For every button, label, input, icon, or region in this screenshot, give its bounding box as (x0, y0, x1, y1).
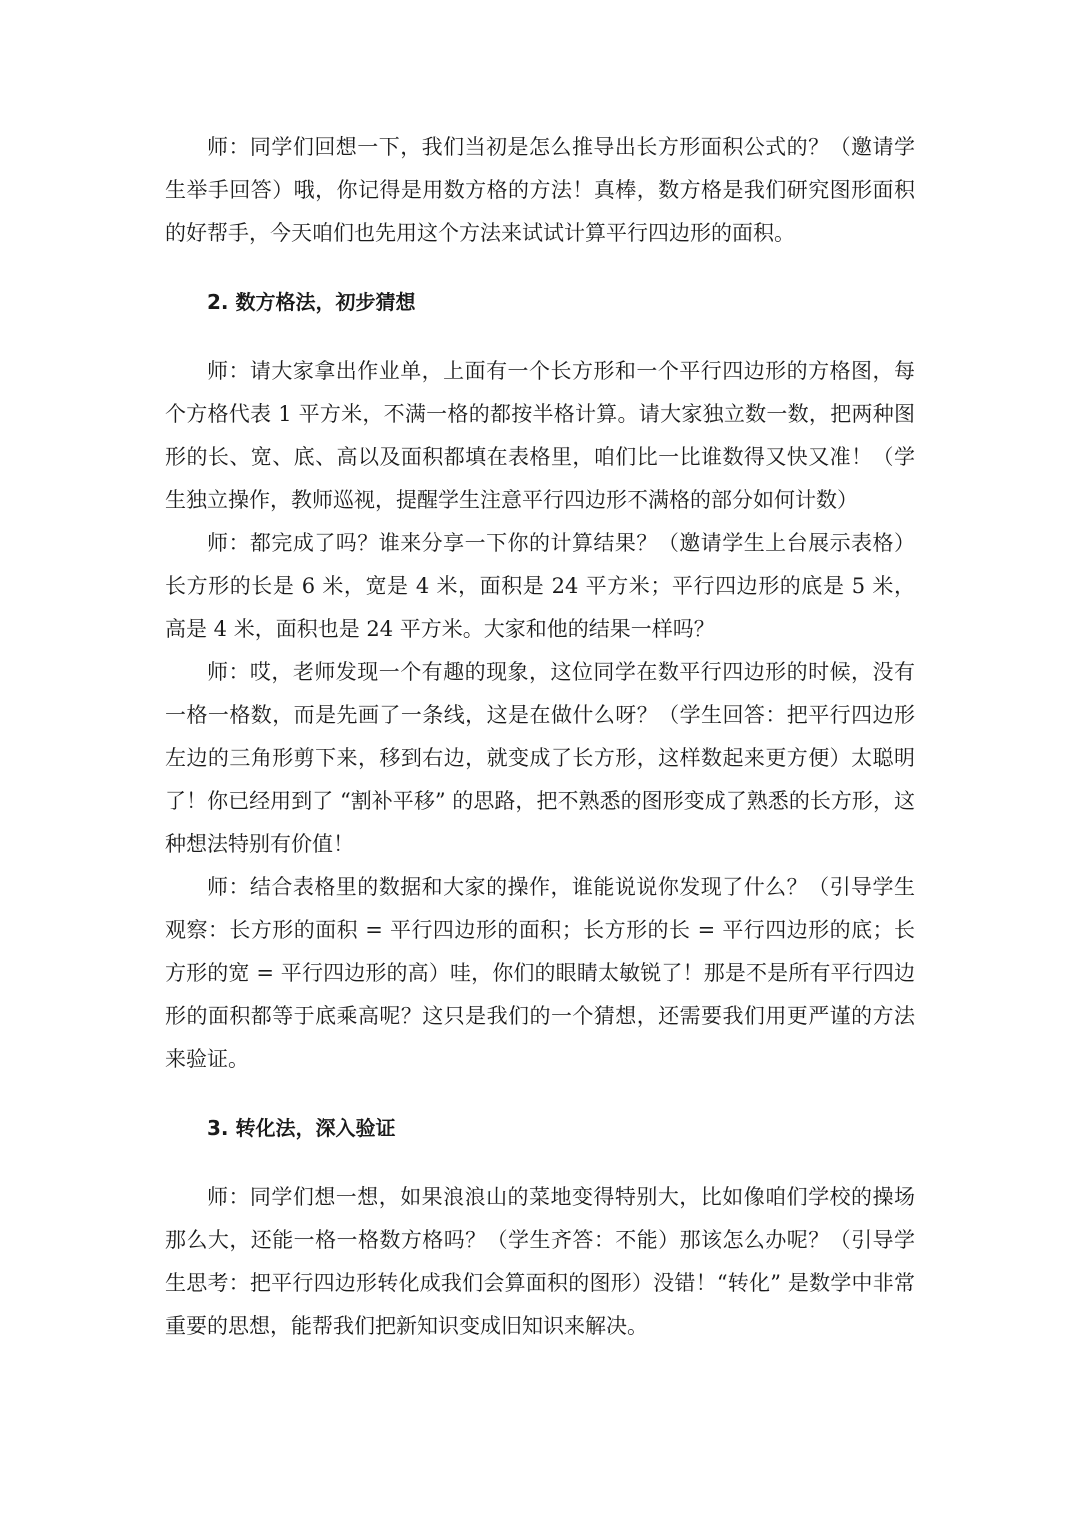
intro-paragraph: 师：同学们回想一下，我们当初是怎么推导出长方形面积公式的？（邀请学生举手回答）哦，你记得是用数方格的方法！真棒，数方格是我们研究图形面积的好帮手，今天咱们也先用这个方法来试试计算平行四边形的面积。 (165, 135, 915, 245)
section-2-paragraph-4: 师：结合表格里的数据和大家的操作，谁能说说你发现了什么？（引导学生观察：长方形的面积 = 平行四边形的面积；长方形的长 = 平行四边形的底；长方形的宽 = 平行四边形的高）哇，你们的眼睛太敏锐了！那是不是所有平行四边形的面积都等于底乘高呢？这只是我们的一个猜想，还需要我们用更严谨的方法来验证。 (165, 875, 915, 1071)
document-page (165, 126, 915, 1348)
section-2-heading: 2. 数方格法，初步猜想 (207, 290, 416, 314)
section-2-paragraph-3: 师：哎，老师发现一个有趣的现象，这位同学在数平行四边形的时候，没有一格一格数，而是先画了一条线，这是在做什么呀？（学生回答：把平行四边形左边的三角形剪下来，移到右边，就变成了长方形，这样数起来更方便）太聪明了！你已经用到了 “割补平移” 的思路，把不熟悉的图形变成了熟悉的长方形，这种想法特别有价值！ (165, 660, 915, 856)
section-2-paragraph-1: 师：请大家拿出作业单，上面有一个长方形和一个平行四边形的方格图，每个方格代表 1 平方米，不满一格的都按半格计算。请大家独立数一数，把两种图形的长、宽、底、高以及面积都填在表格里，咱们比一比谁数得又快又准！（学生独立操作，教师巡视，提醒学生注意平行四边形不满格的部分如何计数） (165, 359, 915, 512)
section-3-paragraph-1: 师：同学们想一想，如果浪浪山的菜地变得特别大，比如像咱们学校的操场那么大，还能一格一格数方格吗？（学生齐答：不能）那该怎么办呢？（引导学生思考：把平行四边形转化成我们会算面积的图形）没错！“转化” 是数学中非常重要的思想，能帮我们把新知识变成旧知识来解决。 (165, 1185, 915, 1338)
section-3-heading: 3. 转化法，深入验证 (207, 1116, 396, 1140)
section-2-paragraph-2: 师：都完成了吗？谁来分享一下你的计算结果？（邀请学生上台展示表格）长方形的长是 6 米，宽是 4 米，面积是 24 平方米；平行四边形的底是 5 米，高是 4 米，面积也是 24 平方米。大家和他的结果一样吗？ (165, 531, 915, 641)
